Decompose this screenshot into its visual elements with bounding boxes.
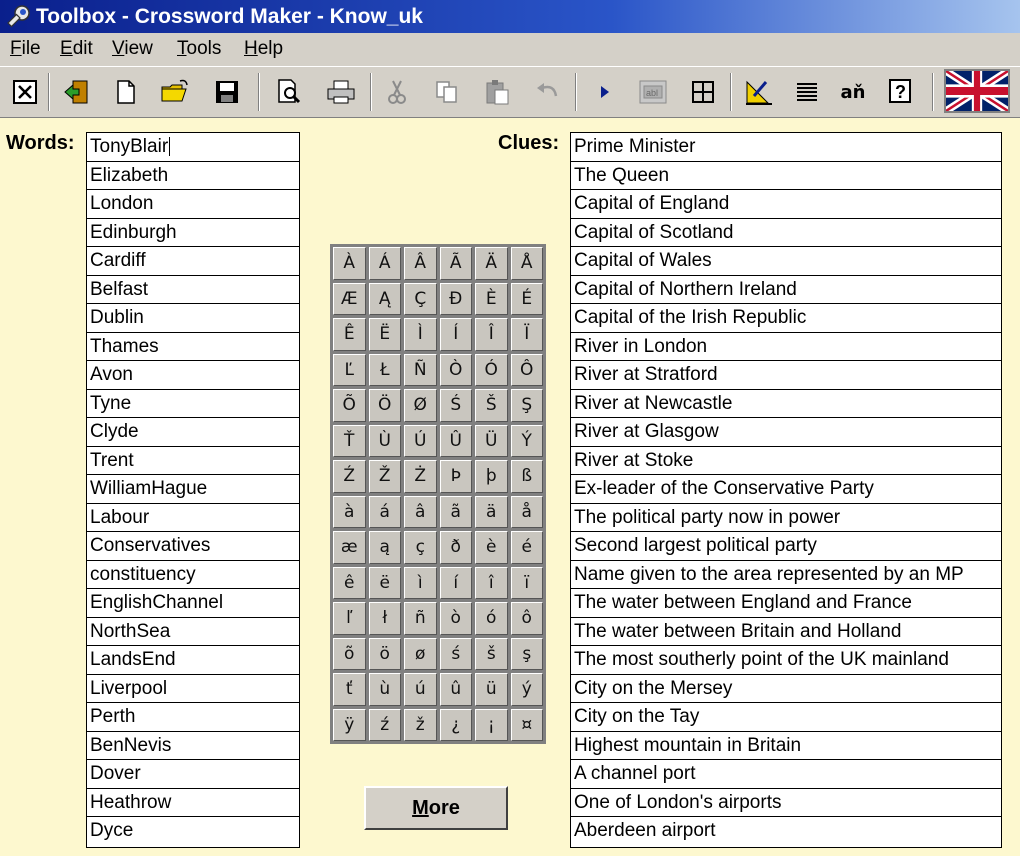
- char-button[interactable]: ş: [511, 638, 544, 671]
- char-button[interactable]: Ô: [511, 354, 544, 387]
- char-button[interactable]: ä: [475, 496, 508, 529]
- undo-icon[interactable]: [530, 75, 564, 109]
- word-text: Conservatives: [90, 535, 211, 556]
- char-button[interactable]: þ: [475, 460, 508, 493]
- char-button[interactable]: Š: [475, 389, 508, 422]
- char-button[interactable]: ž: [404, 709, 437, 742]
- toolbar-separator: [258, 73, 260, 111]
- char-button[interactable]: ú: [404, 673, 437, 706]
- word-text: Dublin: [90, 307, 144, 328]
- char-button[interactable]: Ą: [369, 283, 402, 316]
- char-button[interactable]: ß: [511, 460, 544, 493]
- word-text: EnglishChannel: [90, 592, 224, 613]
- clue-text: River at Newcastle: [574, 392, 733, 414]
- word-input[interactable]: [87, 789, 299, 818]
- word-input[interactable]: [87, 418, 299, 447]
- word-text: Belfast: [90, 278, 149, 300]
- char-button[interactable]: ą: [369, 531, 402, 564]
- char-button[interactable]: Ê: [333, 318, 366, 351]
- char-button[interactable]: Å: [511, 247, 544, 280]
- clue-text: River in London: [574, 335, 708, 357]
- clue-input[interactable]: [571, 447, 1001, 476]
- title-bar: [0, 0, 1020, 33]
- word-input[interactable]: [87, 447, 299, 476]
- toolbar-separator: [575, 73, 577, 111]
- word-input[interactable]: [87, 390, 299, 419]
- word-input[interactable]: [87, 475, 299, 504]
- clue-input[interactable]: [571, 418, 1001, 447]
- char-button[interactable]: Ö: [369, 389, 402, 422]
- clue-text: The political party now in power: [574, 506, 841, 528]
- char-button[interactable]: Ù: [369, 425, 402, 458]
- clue-text: River at Stoke: [574, 449, 694, 471]
- char-button[interactable]: á: [369, 496, 402, 529]
- char-button[interactable]: Ø: [404, 389, 437, 422]
- accent-chars-icon[interactable]: aň: [840, 81, 866, 103]
- word-input[interactable]: [87, 333, 299, 362]
- word-input[interactable]: [87, 618, 299, 647]
- char-button[interactable]: ö: [369, 638, 402, 671]
- clue-text: City on the Tay: [574, 706, 700, 727]
- char-button[interactable]: Á: [369, 247, 402, 280]
- word-text: constituency: [90, 563, 196, 585]
- more-button[interactable]: [364, 786, 508, 830]
- grid-icon[interactable]: [686, 75, 720, 109]
- play-icon[interactable]: [588, 75, 622, 109]
- char-button[interactable]: å: [511, 496, 544, 529]
- char-button[interactable]: æ: [333, 531, 366, 564]
- word-input[interactable]: [87, 703, 299, 732]
- clue-text: The water between England and France: [574, 592, 912, 613]
- word-input[interactable]: [87, 817, 299, 846]
- word-text: Labour: [90, 506, 150, 528]
- clue-text: Ex-leader of the Conservative Party: [574, 478, 874, 499]
- uk-flag-icon[interactable]: [944, 69, 1010, 113]
- char-button[interactable]: Ã: [440, 247, 473, 280]
- word-text: Clyde: [90, 421, 139, 442]
- clue-text: The water between Britain and Holland: [574, 620, 902, 642]
- toolbar: [0, 66, 1020, 118]
- char-button[interactable]: û: [440, 673, 473, 706]
- clue-input[interactable]: [571, 247, 1001, 276]
- word-input[interactable]: [87, 133, 299, 162]
- word-text: Heathrow: [90, 791, 172, 813]
- word-text: Perth: [90, 706, 136, 727]
- word-text: Dover: [90, 763, 141, 784]
- char-button[interactable]: Ä: [475, 247, 508, 280]
- copy-icon[interactable]: [430, 75, 464, 109]
- word-text: Avon: [90, 364, 133, 385]
- char-button[interactable]: ¤: [511, 709, 544, 742]
- clue-input[interactable]: [571, 475, 1001, 504]
- char-button[interactable]: ź: [369, 709, 402, 742]
- clue-text: One of London's airports: [574, 791, 782, 813]
- clue-text: Capital of Wales: [574, 250, 712, 271]
- char-button[interactable]: Ż: [404, 460, 437, 493]
- save-icon[interactable]: [210, 75, 244, 109]
- clue-text: Second largest political party: [574, 535, 817, 556]
- char-button[interactable]: Ş: [511, 389, 544, 422]
- word-input[interactable]: [87, 190, 299, 219]
- word-input[interactable]: [87, 589, 299, 618]
- char-button[interactable]: Õ: [333, 389, 366, 422]
- svg-text:abl: abl: [646, 88, 659, 98]
- clue-input[interactable]: [571, 589, 1001, 618]
- clue-input[interactable]: [571, 789, 1001, 818]
- char-button[interactable]: Ç: [404, 283, 437, 316]
- print-preview-icon[interactable]: [272, 75, 306, 109]
- wrench-icon: [6, 4, 32, 30]
- char-button[interactable]: Ò: [440, 354, 473, 387]
- clue-input[interactable]: [571, 732, 1001, 761]
- char-button[interactable]: è: [475, 531, 508, 564]
- word-text: Thames: [90, 335, 159, 357]
- char-button[interactable]: ç: [404, 531, 437, 564]
- word-input[interactable]: [87, 304, 299, 333]
- word-input[interactable]: [87, 760, 299, 789]
- char-button[interactable]: ¿: [440, 709, 473, 742]
- word-text: LandsEnd: [90, 649, 176, 670]
- clue-text: Prime Minister: [574, 136, 696, 157]
- menu-tools[interactable]: Tools: [177, 38, 222, 59]
- close-doc-icon[interactable]: [8, 75, 42, 109]
- char-button[interactable]: Ź: [333, 460, 366, 493]
- char-button[interactable]: Â: [404, 247, 437, 280]
- word-input[interactable]: [87, 646, 299, 675]
- char-button[interactable]: Ť: [333, 425, 366, 458]
- print-icon[interactable]: [324, 75, 358, 109]
- char-button[interactable]: Đ: [440, 283, 473, 316]
- char-button[interactable]: Ó: [475, 354, 508, 387]
- word-input[interactable]: [87, 219, 299, 248]
- char-button[interactable]: Û: [440, 425, 473, 458]
- clue-input[interactable]: [571, 390, 1001, 419]
- toolbar-separator: [730, 73, 732, 111]
- char-button[interactable]: Ú: [404, 425, 437, 458]
- clue-input[interactable]: [571, 703, 1001, 732]
- text-cursor: [169, 137, 170, 156]
- char-button[interactable]: é: [511, 531, 544, 564]
- char-button[interactable]: ó: [475, 602, 508, 635]
- char-button[interactable]: ś: [440, 638, 473, 671]
- char-button[interactable]: à: [333, 496, 366, 529]
- clue-input[interactable]: [571, 618, 1001, 647]
- word-text: Liverpool: [90, 677, 168, 699]
- word-text: Cardiff: [90, 250, 146, 271]
- clue-input[interactable]: [571, 504, 1001, 533]
- word-input[interactable]: [87, 247, 299, 276]
- clue-input[interactable]: [571, 646, 1001, 675]
- clue-text: River at Stratford: [574, 364, 718, 385]
- clue-text: Capital of England: [574, 193, 730, 214]
- clue-input[interactable]: [571, 333, 1001, 362]
- char-button[interactable]: ù: [369, 673, 402, 706]
- svg-text:?: ?: [895, 82, 906, 102]
- clue-text: Capital of the Irish Republic: [574, 307, 807, 328]
- word-input[interactable]: [87, 532, 299, 561]
- char-button[interactable]: ò: [440, 602, 473, 635]
- menu-edit[interactable]: Edit: [60, 38, 93, 59]
- char-button[interactable]: Ñ: [404, 354, 437, 387]
- word-text: Trent: [90, 449, 134, 471]
- char-button[interactable]: Ü: [475, 425, 508, 458]
- clue-text: The Queen: [574, 164, 670, 186]
- clue-text: River at Glasgow: [574, 421, 719, 442]
- char-button[interactable]: â: [404, 496, 437, 529]
- word-input[interactable]: [87, 504, 299, 533]
- clue-input[interactable]: [571, 532, 1001, 561]
- menu-bar: [0, 33, 1020, 66]
- char-button[interactable]: Í: [440, 318, 473, 351]
- word-text: London: [90, 193, 154, 214]
- char-button[interactable]: È: [475, 283, 508, 316]
- text-box-icon[interactable]: [636, 75, 670, 109]
- char-button[interactable]: Ý: [511, 425, 544, 458]
- char-button[interactable]: ñ: [404, 602, 437, 635]
- clue-input[interactable]: [571, 219, 1001, 248]
- word-input[interactable]: [87, 276, 299, 305]
- char-button[interactable]: Þ: [440, 460, 473, 493]
- clue-input[interactable]: [571, 561, 1001, 590]
- clue-input[interactable]: [571, 162, 1001, 191]
- char-button[interactable]: ¡: [475, 709, 508, 742]
- set-square-icon[interactable]: [742, 75, 776, 109]
- clues-list: [570, 132, 1002, 848]
- cut-icon[interactable]: [380, 75, 414, 109]
- words-list: [86, 132, 300, 848]
- char-button[interactable]: ô: [511, 602, 544, 635]
- char-button[interactable]: ã: [440, 496, 473, 529]
- clue-text: Highest mountain in Britain: [574, 734, 802, 756]
- char-button[interactable]: ü: [475, 673, 508, 706]
- char-button[interactable]: ÿ: [333, 709, 366, 742]
- menu-file[interactable]: File: [10, 38, 41, 59]
- word-text: Tyne: [90, 392, 132, 414]
- char-button[interactable]: Æ: [333, 283, 366, 316]
- toolbar-separator: [370, 73, 372, 111]
- word-input[interactable]: [87, 732, 299, 761]
- word-input[interactable]: [87, 675, 299, 704]
- clues-label: Clues:: [498, 132, 560, 154]
- char-button[interactable]: ť: [333, 673, 366, 706]
- word-text: Edinburgh: [90, 221, 177, 243]
- word-text: NorthSea: [90, 620, 171, 642]
- clue-text: City on the Mersey: [574, 677, 733, 699]
- clue-text: A channel port: [574, 763, 696, 784]
- more-button-label: More: [412, 796, 460, 819]
- justify-icon[interactable]: [790, 75, 824, 109]
- clue-input[interactable]: [571, 133, 1001, 162]
- clue-text: Aberdeen airport: [574, 820, 716, 841]
- char-button[interactable]: ý: [511, 673, 544, 706]
- toolbar-separator: [932, 73, 934, 111]
- word-input[interactable]: [87, 162, 299, 191]
- char-button[interactable]: Ł: [369, 354, 402, 387]
- word-text: WilliamHague: [90, 478, 208, 499]
- word-input[interactable]: [87, 361, 299, 390]
- char-button[interactable]: Ś: [440, 389, 473, 422]
- char-button[interactable]: š: [475, 638, 508, 671]
- clue-text: Name given to the area represented by an MP: [574, 563, 964, 585]
- char-button[interactable]: À: [333, 247, 366, 280]
- char-button[interactable]: ð: [440, 531, 473, 564]
- clue-input[interactable]: [571, 276, 1001, 305]
- char-button[interactable]: Ľ: [333, 354, 366, 387]
- clue-input[interactable]: [571, 190, 1001, 219]
- char-button[interactable]: Ë: [369, 318, 402, 351]
- word-text: Elizabeth: [90, 164, 169, 186]
- clue-input[interactable]: [571, 760, 1001, 789]
- clue-text: Capital of Northern Ireland: [574, 278, 797, 300]
- menu-help[interactable]: Help: [244, 38, 284, 59]
- menu-view[interactable]: View: [112, 38, 153, 59]
- word-input[interactable]: [87, 561, 299, 590]
- char-button[interactable]: õ: [333, 638, 366, 671]
- char-button[interactable]: Ì: [404, 318, 437, 351]
- clue-text: The most southerly point of the UK mainland: [574, 649, 949, 670]
- char-button[interactable]: ë: [369, 567, 402, 600]
- paste-icon[interactable]: [480, 75, 514, 109]
- char-button[interactable]: ł: [369, 602, 402, 635]
- clue-input[interactable]: [571, 304, 1001, 333]
- char-button[interactable]: í: [440, 567, 473, 600]
- new-file-icon[interactable]: [109, 75, 143, 109]
- char-button[interactable]: ì: [404, 567, 437, 600]
- clue-input[interactable]: [571, 817, 1001, 846]
- clue-text: Capital of Scotland: [574, 221, 734, 243]
- word-text: TonyBlair: [90, 136, 169, 157]
- open-folder-icon[interactable]: [158, 75, 192, 109]
- clue-input[interactable]: [571, 675, 1001, 704]
- exit-icon[interactable]: [60, 75, 94, 109]
- char-button[interactable]: ï: [511, 567, 544, 600]
- char-button[interactable]: Ï: [511, 318, 544, 351]
- help-icon[interactable]: [883, 75, 917, 109]
- char-button[interactable]: ê: [333, 567, 366, 600]
- words-label: Words:: [6, 132, 75, 154]
- char-button[interactable]: ľ: [333, 602, 366, 635]
- char-button[interactable]: ø: [404, 638, 437, 671]
- char-button[interactable]: î: [475, 567, 508, 600]
- toolbar-separator: [48, 73, 50, 111]
- char-button[interactable]: Ž: [369, 460, 402, 493]
- special-character-grid: [330, 244, 546, 744]
- word-text: Dyce: [90, 820, 134, 841]
- window-title: Toolbox - Crossword Maker - Know_uk: [36, 5, 423, 28]
- char-button[interactable]: É: [511, 283, 544, 316]
- word-text: BenNevis: [90, 734, 172, 756]
- char-button[interactable]: Î: [475, 318, 508, 351]
- clue-input[interactable]: [571, 361, 1001, 390]
